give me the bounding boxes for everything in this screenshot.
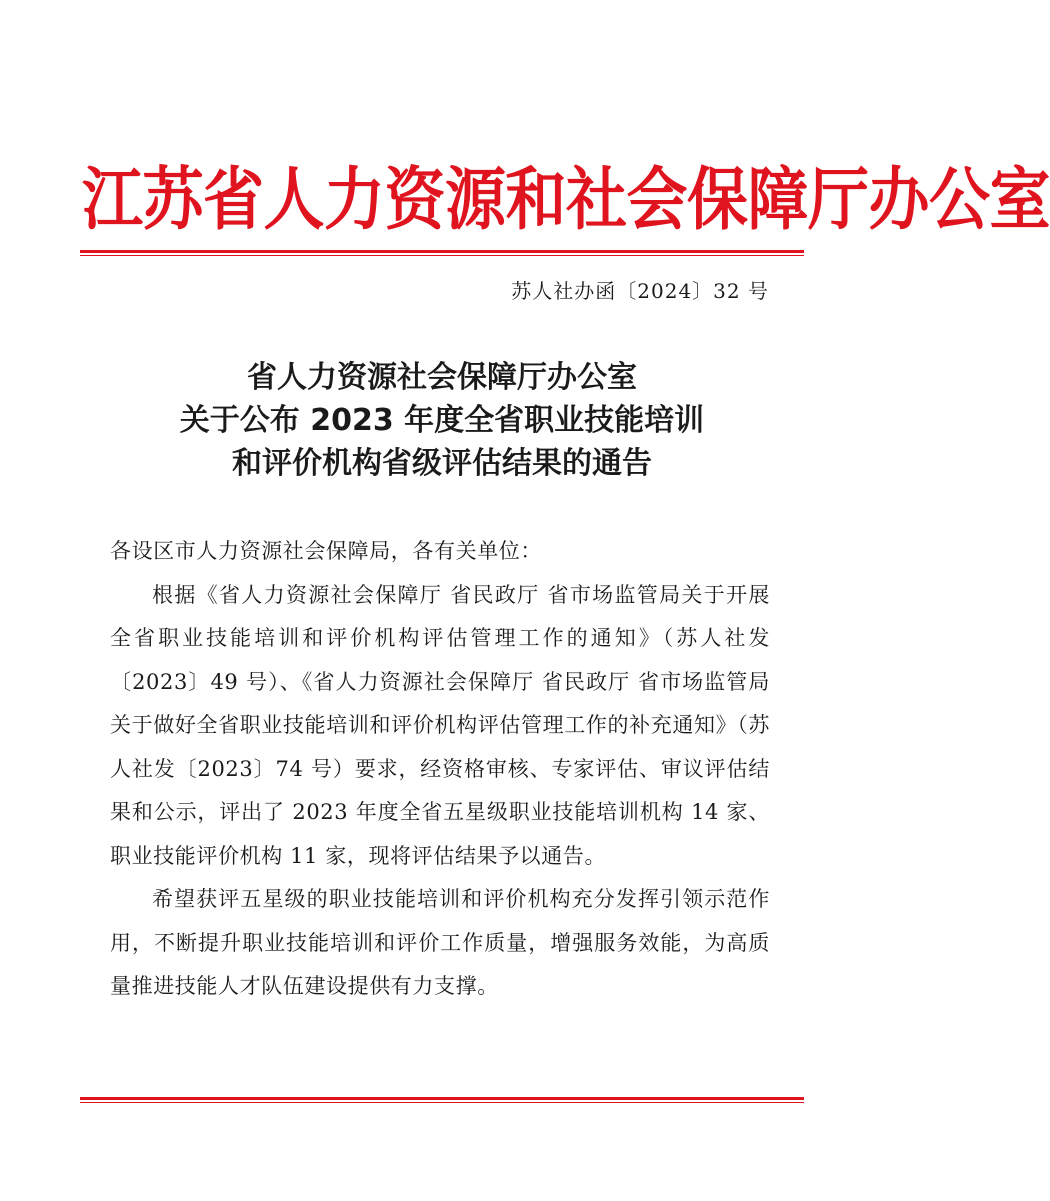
title-line-2: 关于公布 2023 年度全省职业技能培训 <box>179 403 705 438</box>
issuer-header: 江苏省人力资源和社会保障厅办公室 <box>82 160 1050 240</box>
document-title <box>80 356 804 485</box>
footer-divider <box>80 1097 804 1103</box>
header-divider <box>80 250 804 256</box>
title-line-3: 和评价机构省级评估结果的通告 <box>232 446 652 481</box>
salutation: 各设区市人力资源社会保障局，各有关单位： <box>110 539 542 563</box>
document-number: 苏人社办函〔2024〕32 号 <box>511 279 769 303</box>
body-paragraph-2: 希望获评五星级的职业技能培训和评价机构充分发挥引领示范作用，不断提升职业技能培训和评价工作质量，增强服务效能，为高质量推进技能人才队伍建设提供有力支撑。 <box>110 887 770 998</box>
title-line-1: 省人力资源社会保障厅办公室 <box>247 360 637 395</box>
body-paragraph-1: 根据《省人力资源社会保障厅 省民政厅 省市场监管局关于开展全省职业技能培训和评价机构评估管理工作的通知》（苏人社发〔2023〕49 号）、《省人力资源社会保障厅 省民政厅 省市场监管局关于做好全省职业技能培训和评价机构评估管理工作的补充通知》（苏人社发〔2023〕74 号）要求，经资格审核、专家评估、审议评估结果和公示，评出了 2023 年度全省五星级职业技能培训机构 14 家、职业技能评价机构 11 家，现将评估结果予以通告。 <box>110 582 770 868</box>
document-body <box>110 530 770 1009</box>
